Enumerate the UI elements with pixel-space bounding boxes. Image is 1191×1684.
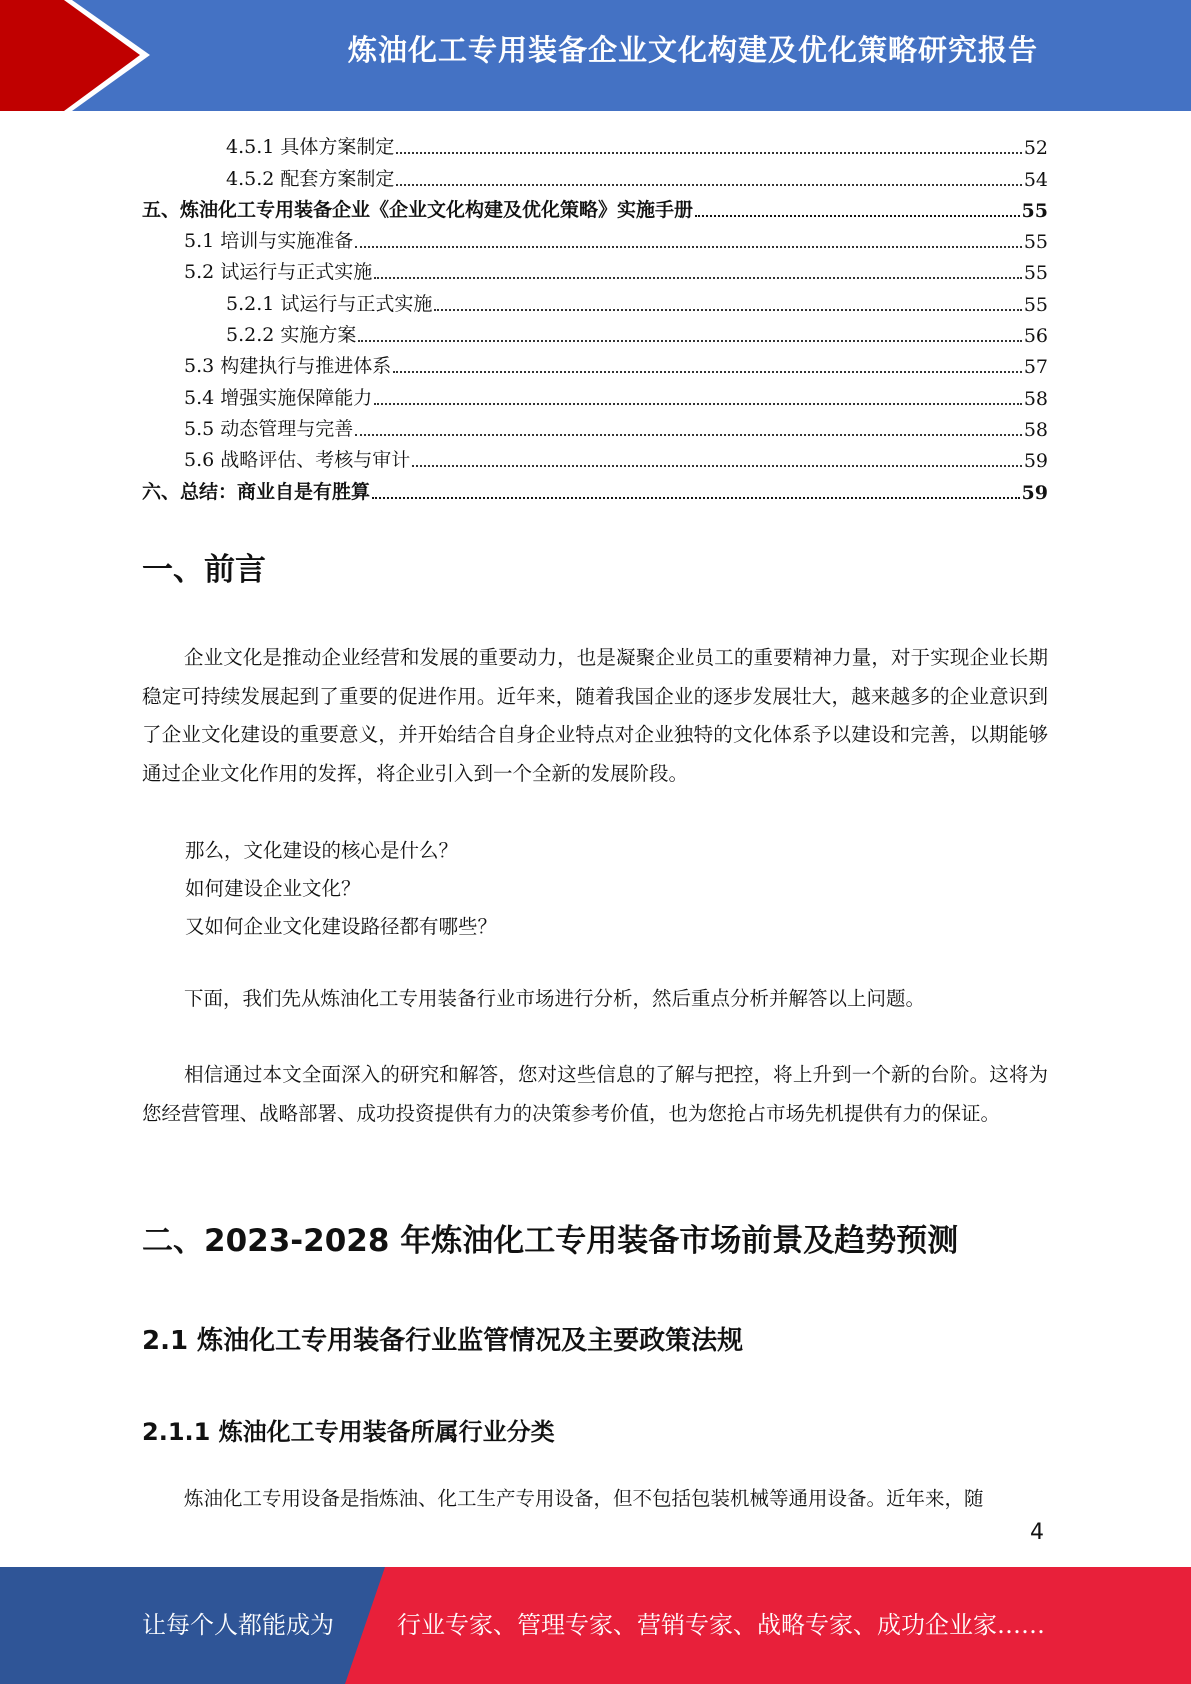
question-2: 如何建设企业文化？ (185, 877, 361, 900)
toc-entry-page: 59 (1021, 481, 1048, 504)
page-header (0, 0, 1191, 111)
toc-entry-title: 5.2 试运行与正式实施 (184, 261, 373, 284)
toc-dot-leader (434, 308, 1021, 311)
toc-entry[interactable] (142, 472, 1048, 503)
toc-entry-page: 54 (1023, 168, 1048, 191)
toc-entry-page: 55 (1023, 231, 1048, 254)
question-1: 那么，文化建设的核心是什么？ (185, 839, 459, 862)
toc-dot-leader (412, 464, 1022, 467)
toc-entry-title: 4.5.2 配套方案制定 (226, 167, 395, 190)
toc-entry-title: 5.2.2 实施方案 (226, 324, 357, 347)
toc-entry[interactable] (142, 191, 1048, 222)
toc-entry-title: 五、炼油化工专用装备企业《企业文化构建及优化策略》实施手册 (142, 198, 694, 221)
toc-entry-page: 52 (1023, 137, 1048, 160)
toc-entry-title: 5.2.1 试运行与正式实施 (226, 292, 433, 315)
preface-paragraph-1: 企业文化是推动企业经营和发展的重要动力，也是凝聚企业员工的重要精神力量，对于实现企业长期稳定可持续发展起到了重要的促进作用。近年来，随着我国企业的逐步发展壮大，越来越多的企业意识到了企业文化建设的重要意义，并开始结合自身企业特点对企业独特的文化体系予以建设和完善，以期能够通过企业文化作用的发挥，将企业引入到一个全新的发展阶段。 (142, 646, 1048, 785)
toc-dot-leader (355, 245, 1022, 248)
page-number: 4 (1030, 1520, 1044, 1545)
toc-entry-title: 5.4 增强实施保障能力 (184, 386, 373, 409)
toc-entry[interactable] (142, 253, 1048, 284)
toc-dot-leader (358, 339, 1021, 342)
toc-entry[interactable] (142, 222, 1048, 253)
toc-entry-page: 55 (1021, 199, 1048, 222)
section-heading-preface: 一、前言 (142, 552, 266, 588)
page-footer (0, 1567, 1191, 1684)
footer-slogan-left: 让每个人都能成为 (142, 1611, 334, 1639)
toc-entry-title: 5.5 动态管理与完善 (184, 417, 354, 440)
question-3: 又如何企业文化建设路径都有哪些？ (185, 915, 498, 938)
toc-entry[interactable] (142, 159, 1048, 190)
preface-paragraph-2: 下面，我们先从炼油化工专用装备行业市场进行分析，然后重点分析并解答以上问题。 (184, 987, 926, 1010)
toc-entry-title: 六、总结：商业自是有胜算 (142, 480, 371, 503)
toc-entry-page: 55 (1023, 293, 1048, 316)
toc-entry-page: 58 (1023, 418, 1048, 441)
toc-entry[interactable] (142, 410, 1048, 441)
toc-dot-leader (355, 433, 1022, 436)
toc-dot-leader (372, 496, 1020, 499)
toc-dot-leader (393, 370, 1022, 373)
toc-entry-page: 59 (1023, 450, 1048, 473)
section2-paragraph: 炼油化工专用设备是指炼油、化工生产专用设备，但不包括包装机械等通用设备。近年来，随 (184, 1487, 984, 1510)
toc-entry-page: 58 (1023, 387, 1048, 410)
toc-entry[interactable] (142, 128, 1048, 159)
toc-dot-leader (695, 214, 1020, 217)
subsection-heading-2-1: 2.1 炼油化工专用装备行业监管情况及主要政策法规 (142, 1326, 744, 1356)
toc-entry-title: 5.3 构建执行与推进体系 (184, 355, 392, 378)
preface-paragraph-3: 相信通过本文全面深入的研究和解答，您对这些信息的了解与把控，将上升到一个新的台阶。这将为您经营管理、战略部署、成功投资提供有力的决策参考价值，也为您抢占市场先机提供有力的保证。 (142, 1063, 1048, 1125)
toc-entry-page: 57 (1023, 356, 1048, 379)
header-title: 炼油化工专用装备企业文化构建及优化策略研究报告 (347, 33, 1038, 67)
toc-entry[interactable] (142, 316, 1048, 347)
toc-entry-page: 56 (1023, 325, 1048, 348)
toc-dot-leader (374, 402, 1022, 405)
section-heading-market-forecast: 二、2023-2028 年炼油化工专用装备市场前景及趋势预测 (142, 1223, 959, 1259)
toc-dot-leader (374, 276, 1022, 279)
toc-entry[interactable] (142, 378, 1048, 409)
subsection-heading-2-1-1: 2.1.1 炼油化工专用装备所属行业分类 (142, 1418, 555, 1446)
toc-entry-page: 55 (1023, 262, 1048, 285)
toc-entry-title: 4.5.1 具体方案制定 (226, 136, 395, 159)
toc-entry-title: 5.6 战略评估、考核与审计 (184, 449, 411, 472)
toc-entry[interactable] (142, 441, 1048, 472)
table-of-contents (142, 128, 1048, 504)
footer-slogan-right: 行业专家、管理专家、营销专家、战略专家、成功企业家…… (397, 1611, 1045, 1639)
toc-entry[interactable] (142, 284, 1048, 315)
toc-dot-leader (396, 183, 1021, 186)
toc-entry[interactable] (142, 347, 1048, 378)
toc-entry-title: 5.1 培训与实施准备 (184, 230, 354, 253)
toc-dot-leader (396, 151, 1021, 154)
